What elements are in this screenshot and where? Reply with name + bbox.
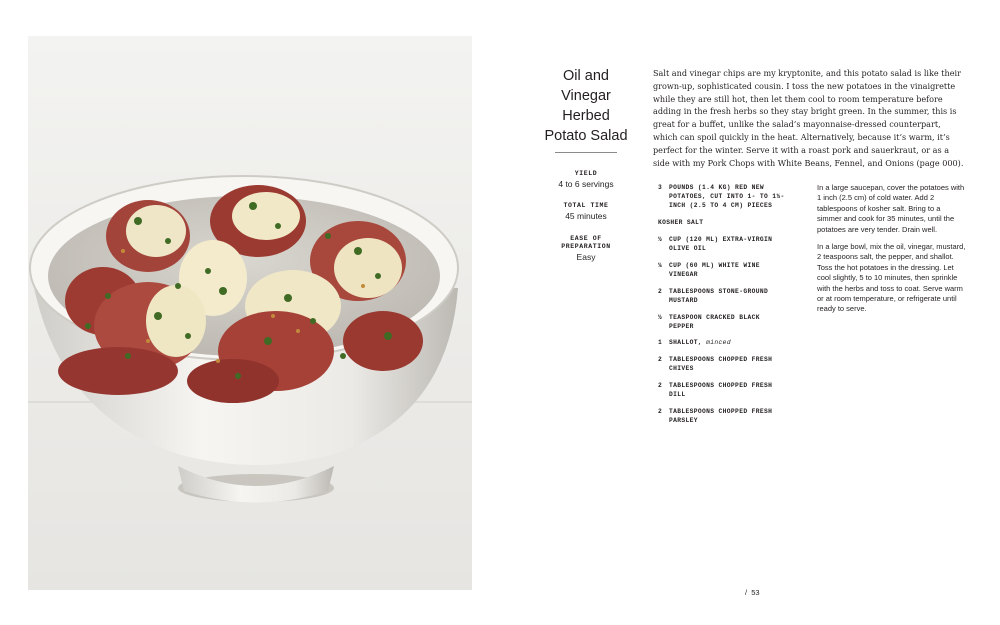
- recipe-title-line: Vinegar: [561, 88, 611, 104]
- method-steps: [817, 183, 967, 322]
- folio-mark: /: [745, 588, 748, 597]
- method-step: In a large bowl, mix the oil, vinegar, mustard, 2 teaspoons salt, the pepper, and shallot. Toss the hot potatoes in the dressing. Let cool slightly, 5 to 10 minutes, then sprinkle with the herbs and toss to coat. Serve warm or at room temperature, or refrigerate until ready to serve.: [817, 242, 966, 314]
- ingredient-qty: ¼: [658, 261, 663, 269]
- ingredient-qty: 2: [658, 287, 663, 295]
- meta-label: EASE OF: [570, 235, 602, 242]
- ingredient-text: CUP (60 ML) WHITE WINE VINEGAR: [669, 261, 760, 278]
- ingredient-item: [658, 235, 786, 253]
- ingredient-text: TABLESPOONS CHOPPED FRESH CHIVES: [669, 356, 773, 373]
- ingredient-qty: 3: [658, 184, 663, 191]
- recipe-title: [536, 66, 636, 146]
- ingredient-item: [658, 407, 786, 425]
- potato-salad-bowl-illustration: [28, 36, 472, 590]
- meta-label: TOTAL TIME: [563, 202, 609, 209]
- ingredient-item: [658, 261, 786, 279]
- recipe-title-line: Potato Salad: [544, 128, 628, 144]
- ingredient-item: [658, 218, 786, 227]
- ingredient-qty: 1: [658, 339, 663, 347]
- ingredient-qty: 2: [658, 382, 663, 390]
- recipe-title-line: Herbed: [562, 108, 610, 124]
- ingredient-text: TABLESPOONS STONE-GROUND MUSTARD: [669, 287, 769, 304]
- ingredient-list: [658, 183, 786, 433]
- ingredient-text: KOSHER SALT: [658, 219, 704, 227]
- page-number: [745, 588, 760, 597]
- ingredient-qty: 2: [658, 356, 663, 364]
- food-photo: [28, 36, 472, 590]
- recipe-intro: Salt and vinegar chips are my kryptonite, and this potato salad is like their grown-up, sophisticated cousin. I toss the new potatoes in the vinaigrette while they are still hot, then let them cool to room temperature before adding in the fresh herbs so they stay bright green. In the summer, this is great for a buffet, unlike the salad’s mayonnaise-dressed counterpart, which can spoil quickly in the heat. Alternatively, because it’s warm, it’s perfect for the winter. Serve it with a roast pork and sauerkraut, or as a side with my Pork Chops with White Beans, Fennel, and Onions (page 000).: [653, 68, 964, 168]
- meta-ease: [540, 235, 632, 263]
- recipe-title-line: Oil and: [563, 68, 609, 84]
- meta-total-time: [540, 202, 632, 222]
- ingredient-text: TEASPOON CRACKED BLACK PEPPER: [669, 313, 760, 330]
- title-divider: [555, 152, 617, 153]
- meta-label: PREPARATION: [561, 243, 611, 250]
- ingredient-qty: 2: [658, 407, 663, 415]
- ingredient-item: [658, 313, 786, 331]
- ingredient-text: TABLESPOONS CHOPPED FRESH DILL: [669, 382, 773, 399]
- ingredient-item: [658, 287, 786, 305]
- meta-value: 4 to 6 servings: [558, 179, 614, 189]
- ingredient-note: minced: [706, 339, 731, 347]
- method-step: In a large saucepan, cover the potatoes with 1 inch (2.5 cm) of cold water. Add 2 tablespoons of kosher salt. Bring to a simmer and cook for 35 minutes, until the potatoes are very tender. Drain well.: [817, 183, 965, 234]
- page-number-value: 53: [751, 588, 760, 597]
- ingredient-item: [658, 338, 786, 347]
- ingredient-text: POUNDS (1.4 KG) RED NEW POTATOES, CUT INTO 1- TO 1½-INCH (2.5 TO 4 CM) PIECES: [669, 184, 785, 210]
- ingredient-text: SHALLOT,: [669, 339, 703, 347]
- ingredient-text: CUP (120 ML) EXTRA-VIRGIN OLIVE OIL: [669, 235, 773, 253]
- ingredient-qty: ½: [658, 235, 663, 243]
- meta-label: YIELD: [574, 170, 598, 177]
- ingredient-qty: ½: [658, 313, 663, 321]
- ingredient-item: [658, 183, 786, 211]
- meta-value: Easy: [576, 252, 596, 262]
- ingredient-item: [658, 355, 786, 373]
- meta-yield: [540, 170, 632, 190]
- ingredient-item: [658, 381, 786, 399]
- meta-value: 45 minutes: [565, 211, 607, 221]
- ingredient-text: TABLESPOONS CHOPPED FRESH PARSLEY: [669, 407, 773, 425]
